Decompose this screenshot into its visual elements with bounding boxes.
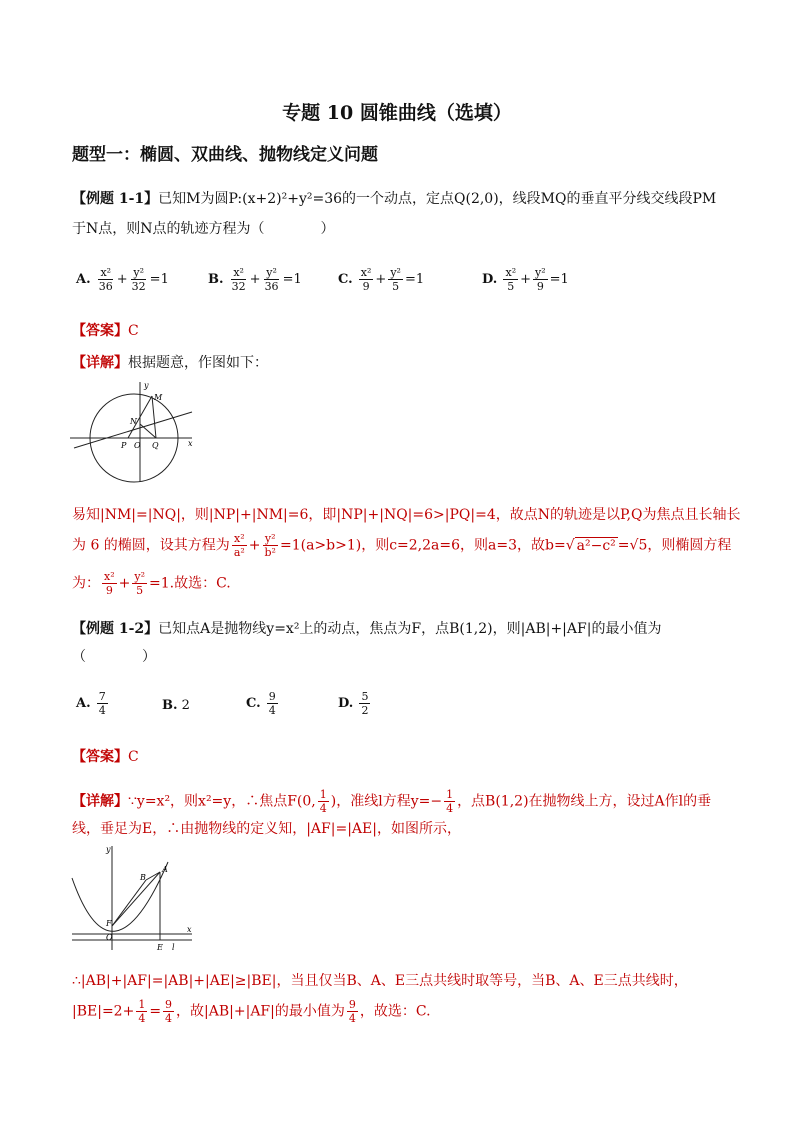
- fraction: $\frac{\text{y²}}{\text{b²}}$: [264, 532, 276, 559]
- fraction: $\frac{7}{4}$: [98, 690, 106, 717]
- ex1-option-c: C. $\frac{\text{x²}}{9}$ + $\frac{\text{y²}}{5}$ =1: [338, 266, 425, 293]
- ex2-tag: 【例题 1-2】: [72, 621, 159, 637]
- ex2-answer: [72, 746, 139, 768]
- fraction: $\frac{\text{x²}}{5}$: [505, 266, 517, 293]
- sqrt-radicand: a²−c²: [576, 537, 616, 554]
- option-label: A.: [76, 696, 91, 711]
- detail-label: 【详解】: [72, 355, 128, 371]
- fraction: $\frac{\text{x²}}{9}$: [360, 266, 372, 293]
- label-x: x: [188, 439, 193, 448]
- label-o: O: [134, 441, 141, 450]
- fraction: $\frac{1}{4}$: [138, 998, 146, 1025]
- label-a: A: [162, 865, 168, 874]
- fraction: $\frac{9}{4}$: [348, 998, 356, 1025]
- fraction: $\frac{\text{x²}}{36}$: [98, 266, 113, 293]
- segment-bf: [112, 880, 146, 926]
- ex2-solution-line4: |BE|=2+ $\frac{1}{4}$ = $\frac{9}{4}$ ，故|AB|+|AF|的最小值为 $\frac{9}{4}$ ，故选：C.: [72, 998, 431, 1025]
- option-label: B.: [162, 698, 178, 713]
- segment-ba: [146, 872, 160, 880]
- fraction: $\frac{\text{y²}}{9}$: [535, 266, 546, 293]
- fraction: $\frac{5}{2}$: [361, 690, 369, 717]
- ex2-option-d: [338, 690, 372, 717]
- fraction: $\frac{\text{y²}}{32}$: [131, 266, 146, 293]
- section-heading: 题型一：椭圆、双曲线、抛物线定义问题: [72, 145, 378, 165]
- fraction: $\frac{\text{y²}}{5}$: [390, 266, 401, 293]
- ex1-option-b: B. $\frac{\text{x²}}{32}$ + $\frac{\text{y²}}{36}$ =1: [208, 266, 302, 293]
- detail-label: 【详解】: [72, 793, 128, 810]
- label-o: O: [106, 933, 113, 942]
- fraction: $\frac{1}{4}$: [319, 788, 327, 815]
- fraction: $\frac{1}{4}$: [446, 788, 454, 815]
- segment-nq: [140, 424, 156, 438]
- label-y: y: [106, 845, 111, 854]
- ex1-answer: [72, 320, 139, 342]
- ex2-option-a: [76, 690, 110, 717]
- fraction: $\frac{\text{y²}}{5}$: [134, 570, 145, 597]
- detail-intro: 根据题意，作图如下：: [128, 355, 268, 371]
- ex1-circle-figure: [68, 378, 196, 484]
- ex2-stem-text1: 已知点A是抛物线y=x²上的动点，焦点为F，点B(1,2)，则|AB|+|AF|的最小值为: [158, 621, 662, 637]
- answer-value: C: [128, 323, 139, 339]
- ex1-stem-line2: 于N点，则N点的轨迹方程为（ ）: [72, 221, 335, 237]
- ex1-solution-line2: 为 6 的椭圆，设其方程为 $\frac{\text{x²}}{\text{a²}}$ + $\frac{\text{y²}}{\text{b²}}$ =1(a>b>1)，则c=2,2a=6，则a=3，故b=√ a²−c² =√5，则椭圆方程: [72, 532, 732, 559]
- ex1-option-d: D. $\frac{\text{x²}}{5}$ + $\frac{\text{y²}}{9}$ =1: [482, 266, 569, 293]
- label-b: B: [140, 873, 146, 882]
- label-l: l: [172, 943, 175, 952]
- ex2-option-b: B. 2: [162, 698, 190, 713]
- ex1-tag: 【例题 1-1】: [72, 191, 159, 207]
- label-e: E: [157, 943, 163, 952]
- label-f: F: [106, 919, 112, 928]
- label-x: x: [187, 925, 192, 934]
- ex2-stem-line1: [72, 618, 661, 640]
- fraction: $\frac{9}{4}$: [268, 690, 276, 717]
- fraction: $\frac{9}{4}$: [165, 998, 173, 1025]
- option-label: D.: [482, 272, 498, 287]
- option-label: C.: [246, 696, 261, 711]
- answer-value: C: [128, 749, 139, 765]
- parabola: [72, 862, 168, 931]
- label-y: y: [144, 381, 149, 390]
- fraction: $\frac{\text{x²}}{9}$: [104, 570, 115, 597]
- ex1-stem-text1: 已知M为圆P:(x+2)²+y²=36的一个动点，定点Q(2,0)，线段MQ的垂直平分线交线段PM: [158, 191, 717, 207]
- ex1-solution-line1: 易知|NM|=|NQ|，则|NP|+|NM|=6，即|NP|+|NQ|=6>|PQ|=4，故点N的轨迹是以P,Q为焦点且长轴长: [72, 507, 741, 523]
- ex1-option-a: A. $\frac{\text{x²}}{36}$ + $\frac{\text{y²}}{32}$ =1: [76, 266, 169, 293]
- label-n: N: [130, 417, 137, 426]
- fraction: $\frac{\text{y²}}{36}$: [264, 266, 279, 293]
- ex2-stem-line2: （ ）: [72, 649, 156, 665]
- ex1-stem-line1: [72, 188, 716, 210]
- option-label: C.: [338, 272, 353, 287]
- option-label: D.: [338, 696, 354, 711]
- label-p: P: [121, 441, 127, 450]
- option-label: B.: [208, 272, 224, 287]
- page-title: 专题 10 圆锥曲线（选填）: [282, 102, 512, 124]
- ex2-option-c: [246, 690, 280, 717]
- ex2-solution-line3: ∴|AB|+|AF|=|AB|+|AE|≥|BE|，当且仅当B、A、E三点共线时取等号，当B、A、E三点共线时，: [72, 973, 688, 989]
- ex2-solution-line1: 【详解】∵y=x²，则x²=y，∴焦点F(0, $\frac{1}{4}$ )，准线l方程y=− $\frac{1}{4}$ ，点B(1,2)在抛物线上方，设过A作l的垂: [72, 788, 712, 815]
- answer-label: 【答案】: [72, 323, 128, 339]
- option-label: A.: [76, 272, 91, 287]
- label-m: M: [154, 393, 163, 402]
- ex1-detail: [72, 352, 268, 374]
- answer-label: 【答案】: [72, 749, 128, 765]
- label-q: Q: [152, 441, 159, 450]
- ex2-parabola-figure: [68, 842, 196, 954]
- ex1-solution-line3: 为： $\frac{\text{x²}}{9}$ + $\frac{\text{y²}}{5}$ =1.故选：C.: [72, 570, 231, 597]
- fraction: $\frac{\text{x²}}{32}$: [231, 266, 246, 293]
- segment-mq: [152, 396, 156, 438]
- fraction: $\frac{\text{x²}}{\text{a²}}$: [233, 532, 245, 559]
- ex2-solution-line2: 线，垂足为E，∴由抛物线的定义知，|AF|=|AE|，如图所示，: [72, 821, 461, 837]
